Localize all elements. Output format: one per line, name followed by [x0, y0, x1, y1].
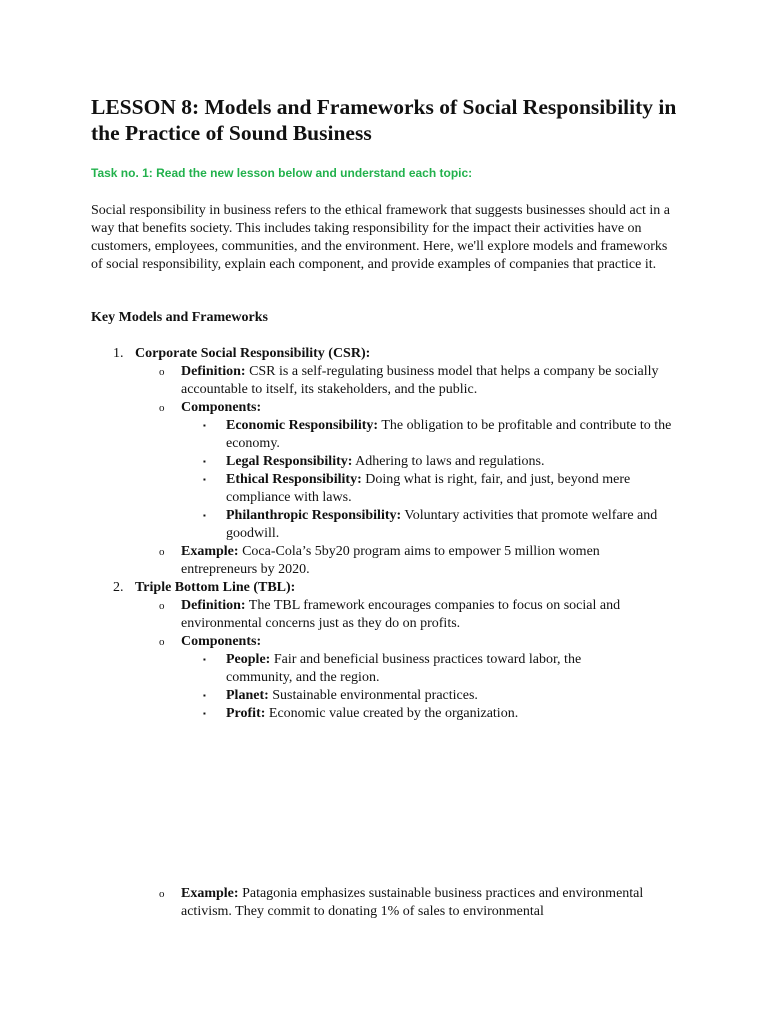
list-number: 1.	[113, 346, 124, 361]
component-item	[226, 651, 626, 687]
list-item-title	[135, 345, 695, 363]
sub-bullet-icon: o	[159, 366, 165, 378]
square-bullet-icon: ▪	[203, 691, 206, 700]
component-label: Economic Responsibility:	[226, 418, 379, 433]
definition-text: The TBL framework encourages companies to focus on social and environmental concerns just as they do on profits.	[181, 598, 621, 631]
list-number: 2.	[113, 580, 124, 595]
example-label: Example:	[181, 544, 239, 559]
component-text: The obligation to be profitable and contribute to the economy.	[226, 418, 672, 451]
sub-bullet-icon: o	[159, 636, 165, 648]
sub-bullet-icon: o	[159, 600, 165, 612]
definition-label: Definition:	[181, 598, 246, 613]
component-item	[226, 705, 674, 723]
square-bullet-icon: ▪	[203, 655, 206, 664]
component-text: Sustainable environmental practices.	[268, 688, 478, 703]
model-name: Corporate Social Responsibility (CSR):	[135, 346, 371, 361]
components-item	[181, 633, 669, 651]
definition-item	[181, 363, 669, 399]
component-text: Economic value created by the organization.	[265, 706, 519, 721]
component-item	[226, 417, 674, 453]
component-label: People:	[226, 652, 271, 667]
example-text: Coca-Cola’s 5by20 program aims to empower 5 million women entrepreneurs by 2020.	[181, 544, 600, 577]
square-bullet-icon: ▪	[203, 709, 206, 718]
square-bullet-icon: ▪	[203, 457, 206, 466]
model-name: Triple Bottom Line (TBL):	[135, 580, 296, 595]
component-label: Profit:	[226, 706, 266, 721]
example-label: Example:	[181, 886, 239, 901]
intro-paragraph: Social responsibility in business refers to the ethical framework that suggests businesses should act in a way that benefits society. This includes taking responsibility for the impact their activities have on customers, employees, communities, and the environment. Here, we'll explore models and frameworks of social responsibility, explain each component, and provide examples of companies that practice it.	[91, 203, 670, 272]
example-text: Patagonia emphasizes sustainable business practices and environmental activism. They commit to donating 1% of sales to environmental	[181, 886, 644, 919]
example-item	[181, 543, 649, 579]
component-text: Doing what is right, fair, and just, beyond mere compliance with laws.	[226, 472, 631, 505]
component-text: Fair and beneficial business practices toward labor, the community, and the region.	[226, 652, 582, 685]
component-item	[226, 453, 674, 471]
task-instruction: Task no. 1: Read the new lesson below and understand each topic:	[91, 166, 473, 180]
definition-item	[181, 597, 669, 633]
page-title: LESSON 8: Models and Frameworks of Social Responsibility in the Practice of Sound Business	[91, 95, 677, 145]
component-item	[226, 507, 674, 543]
components-label: Components:	[181, 634, 262, 649]
components-item	[181, 399, 669, 417]
section-heading: Key Models and Frameworks	[91, 310, 268, 325]
component-item	[226, 687, 674, 705]
square-bullet-icon: ▪	[203, 511, 206, 520]
sub-bullet-icon: o	[159, 402, 165, 414]
sub-bullet-icon: o	[159, 546, 165, 558]
component-label: Ethical Responsibility:	[226, 472, 362, 487]
component-item	[226, 471, 674, 507]
example-item	[181, 885, 669, 921]
component-label: Planet:	[226, 688, 269, 703]
sub-bullet-icon: o	[159, 888, 165, 900]
definition-label: Definition:	[181, 364, 246, 379]
component-label: Philanthropic Responsibility:	[226, 508, 402, 523]
square-bullet-icon: ▪	[203, 421, 206, 430]
definition-text: CSR is a self-regulating business model that helps a company be socially accountable to itself, its stakeholders, and the public.	[181, 364, 659, 397]
list-item-title	[135, 579, 695, 597]
square-bullet-icon: ▪	[203, 475, 206, 484]
component-label: Legal Responsibility:	[226, 454, 353, 469]
components-label: Components:	[181, 400, 262, 415]
component-text: Voluntary activities that promote welfare and goodwill.	[226, 508, 658, 541]
component-text: Adhering to laws and regulations.	[352, 454, 545, 469]
